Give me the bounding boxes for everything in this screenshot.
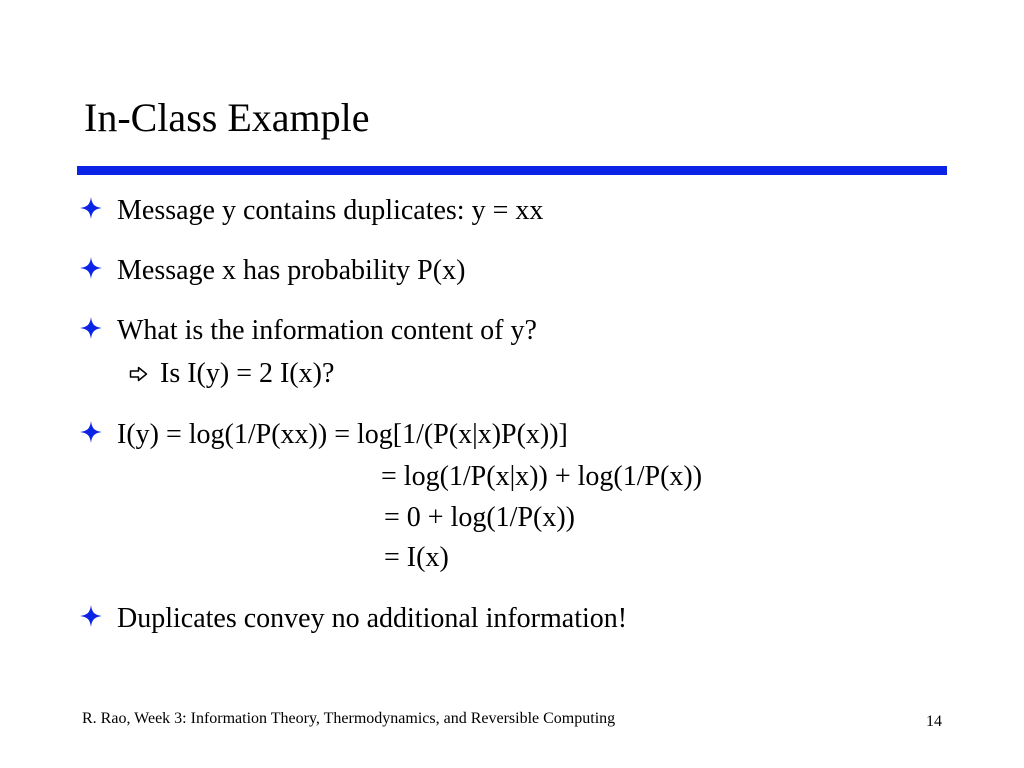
footer-credit: R. Rao, Week 3: Information Theory, Thermodynamics, and Reversible Computing <box>82 710 616 727</box>
hollow-arrow-right-icon <box>129 366 148 382</box>
bullet-text: Message y contains duplicates: y = xx <box>117 195 544 226</box>
four-point-star-icon <box>80 605 102 627</box>
sub-bullet-text: Is I(y) = 2 I(x)? <box>160 358 335 389</box>
four-point-star-icon <box>80 197 102 219</box>
equation-line: = log(1/P(x|x)) + log(1/P(x)) <box>381 461 703 492</box>
page-number: 14 <box>926 713 942 730</box>
bullet-text: Message x has probability P(x) <box>117 255 466 286</box>
four-point-star-icon <box>80 257 102 279</box>
bullet-text: I(y) = log(1/P(xx)) = log[1/(P(x|x)P(x))] <box>117 419 568 450</box>
title-underline <box>77 166 947 175</box>
bullet-text: What is the information content of y? <box>117 315 537 346</box>
equation-line: = 0 + log(1/P(x)) <box>384 502 576 533</box>
slide-title: In-Class Example <box>84 95 370 140</box>
bullet-text: Duplicates convey no additional information! <box>117 603 628 634</box>
four-point-star-icon <box>80 421 102 443</box>
four-point-star-icon <box>80 317 102 339</box>
equation-line: = I(x) <box>384 542 449 573</box>
